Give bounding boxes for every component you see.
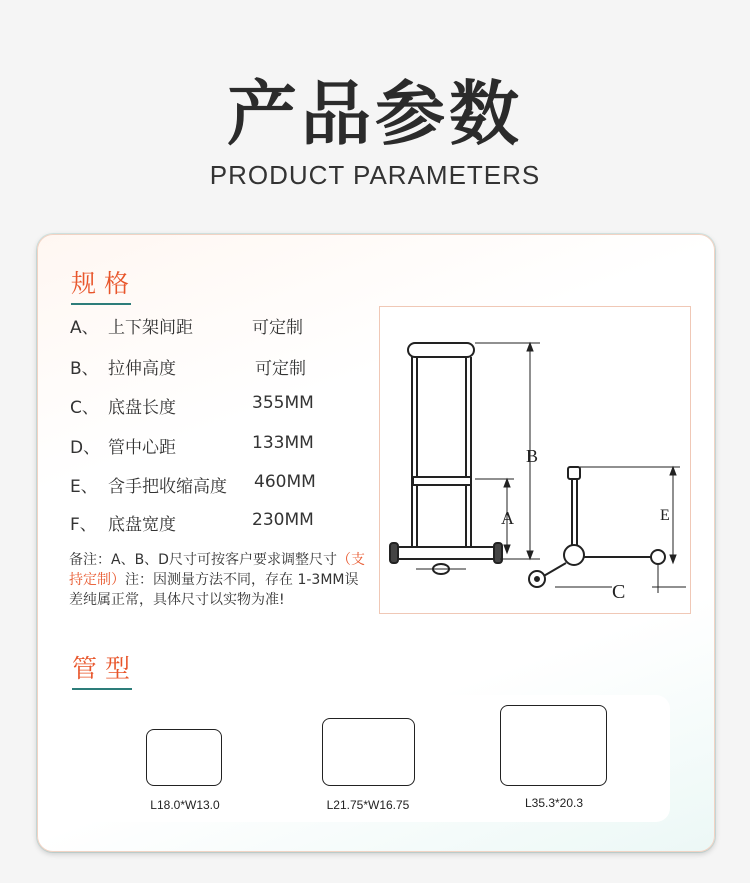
spec-name: 底盘宽度 [108, 515, 176, 535]
tubes-heading-underline [72, 688, 132, 690]
specs-heading [71, 264, 137, 300]
spec-key: A、 [70, 318, 99, 338]
spec-value: 230MM [252, 510, 314, 530]
spec-key: F、 [70, 515, 97, 535]
tube-types-panel [80, 695, 670, 822]
tube-profile-small [146, 729, 222, 786]
tube-label: L18.0*W13.0 [150, 798, 220, 812]
label-c: C [612, 581, 626, 603]
spec-value: 355MM [252, 393, 314, 413]
tube-label: L35.3*20.3 [524, 796, 584, 810]
tube-profile-large [500, 705, 607, 786]
spec-name: 拉伸高度 [108, 359, 176, 379]
spec-name: 底盘长度 [108, 398, 176, 418]
page-title: 产品参数 [227, 73, 523, 155]
note-highlight: （支持定制） [69, 552, 365, 588]
spec-key: B、 [70, 359, 99, 379]
tube-profile-medium [322, 718, 415, 786]
page-subtitle: PRODUCT PARAMETERS [209, 160, 541, 190]
specs-heading-text: 规格 [71, 269, 138, 298]
spec-value: 可定制 [252, 318, 303, 338]
spec-name: 管中心距 [108, 438, 176, 458]
spec-name: 上下架间距 [108, 318, 193, 338]
spec-value: 可定制 [255, 359, 306, 379]
specs-heading-underline [71, 303, 131, 305]
label-b: B [526, 446, 539, 466]
note-text: 备注：A、B、D尺寸可按客户要求调整尺寸 [69, 552, 337, 568]
label-e: E [660, 507, 670, 524]
spec-value: 460MM [254, 472, 316, 492]
note-text-2: 注：因测量方法不同，存在 1-3MM误差纯属正常，具体尺寸以实物为准! [69, 572, 359, 608]
spec-key: D、 [70, 438, 101, 458]
spec-key: C、 [70, 398, 99, 418]
tube-label: L21.75*W16.75 [326, 798, 410, 812]
tubes-heading-text: 管型 [72, 654, 139, 683]
spec-note [69, 550, 369, 610]
tubes-heading [72, 649, 138, 685]
spec-value: 133MM [252, 433, 314, 453]
dimension-diagram [379, 306, 691, 614]
spec-name: 含手把收缩高度 [108, 477, 227, 497]
spec-key: E、 [70, 477, 98, 497]
trolley-drawing [380, 307, 690, 613]
label-a: A [501, 508, 514, 528]
